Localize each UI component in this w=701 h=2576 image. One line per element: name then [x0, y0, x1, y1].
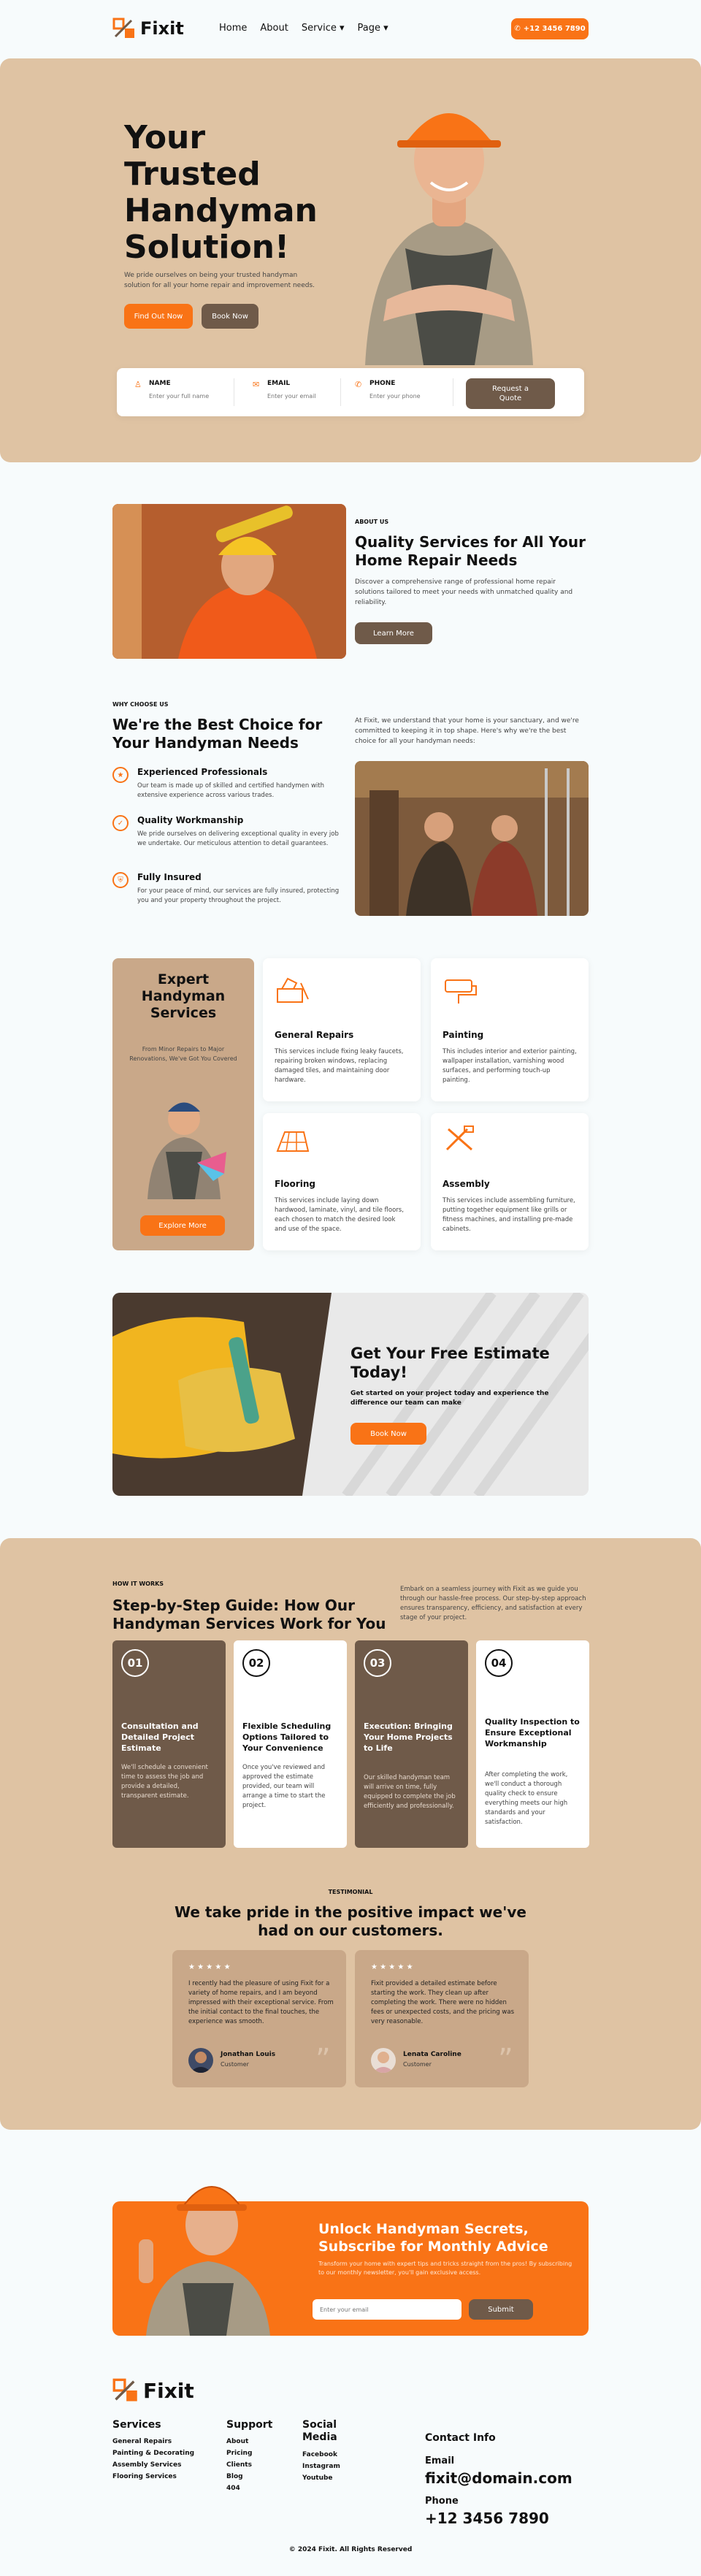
hero-title-line: Solution!	[124, 229, 290, 266]
service-card[interactable]	[263, 958, 421, 1101]
why-item	[112, 872, 346, 920]
service-card-title: General Repairs	[275, 1030, 354, 1040]
footer-link[interactable]: Youtube	[302, 2474, 333, 2482]
service-card[interactable]	[431, 1113, 589, 1250]
services-handyman-image	[140, 1082, 228, 1199]
user-icon: ♙	[134, 380, 142, 389]
footer-support	[226, 2419, 272, 2496]
hero-title-line: Your	[124, 119, 206, 156]
testimonial-card	[172, 1950, 346, 2087]
subscribe-description: Transform your home with expert tips and tricks straight from the pros! By subscribing to our monthly newsletter, you'll gain exclusive access.	[318, 2260, 572, 2276]
name-label: NAME	[149, 380, 171, 387]
why-item-title: Fully Insured	[137, 872, 202, 882]
name-field-group	[134, 380, 222, 401]
about-title: Quality Services for All Your Home Repair Needs	[355, 533, 586, 569]
flooring-icon	[275, 1125, 311, 1154]
testimonial-name: Lenata Caroline	[403, 2051, 461, 2058]
step-desc: We'll schedule a convenient time to assess the job and provide a detailed, transparent estimate.	[121, 1764, 208, 1800]
testimonial-eyebrow: TESTIMONIAL	[328, 1889, 373, 1895]
step-desc: Our skilled handyman team will arrive on time, fully equipped to complete the job efficiently and professionally.	[364, 1774, 456, 1810]
nav-service-label: Service	[301, 23, 337, 34]
footer-link[interactable]: Assembly Services	[112, 2461, 182, 2469]
service-card-title: Flooring	[275, 1179, 315, 1189]
repair-tools-icon	[275, 976, 311, 1005]
step-card	[112, 1640, 226, 1848]
mail-icon: ✉	[253, 380, 260, 389]
estimate-banner	[112, 1293, 589, 1496]
why-list	[112, 767, 346, 920]
about-eyebrow: ABOUT US	[355, 519, 389, 525]
explore-more-button[interactable]: Explore More	[140, 1215, 225, 1236]
step-card	[355, 1640, 468, 1848]
navbar	[0, 0, 701, 58]
phone-input[interactable]	[369, 393, 443, 400]
testimonial-text: Fixit provided a detailed estimate before starting the work. They clean up after completing the work. There were no hidden fees or unexpected costs, and the pricing was very reasonable.	[371, 1980, 514, 2025]
footer-link[interactable]: About	[226, 2438, 249, 2445]
how-title: Step-by-Step Guide: How Our Handyman Services Work for You	[112, 1597, 386, 1632]
rating-stars-icon: ★ ★ ★ ★ ★	[188, 1963, 231, 1971]
logo-icon	[112, 18, 136, 39]
footer-heading: Social Media	[302, 2419, 337, 2443]
footer-logo[interactable]	[112, 2378, 194, 2403]
testimonial-card	[355, 1950, 529, 2087]
footer-heading: Contact Info	[425, 2432, 496, 2444]
footer-link[interactable]: Facebook	[302, 2451, 337, 2458]
why-eyebrow: WHY CHOOSE US	[112, 701, 169, 708]
footer-services	[112, 2419, 194, 2485]
nav-page-label: Page	[357, 23, 381, 34]
email-field-group	[253, 380, 340, 401]
about-description: Discover a comprehensive range of professional home repair solutions tailored to meet your needs with unmatched quality and reliability.	[355, 578, 573, 606]
rating-stars-icon: ★ ★ ★ ★ ★	[371, 1963, 413, 1971]
services-panel	[112, 958, 254, 1250]
testimonial-name: Jonathan Louis	[221, 2051, 276, 2058]
phone-field-group	[355, 380, 443, 401]
subscribe-title: Unlock Handyman Secrets, Subscribe for Monthly Advice	[318, 2221, 548, 2255]
why-image	[355, 761, 589, 916]
footer-link[interactable]: Blog	[226, 2473, 243, 2480]
footer-logo-text: Fixit	[143, 2378, 194, 2403]
find-out-button[interactable]: Find Out Now	[124, 304, 193, 329]
step-title: Quality Inspection to Ensure Exceptional Workmanship	[485, 1717, 580, 1748]
estimate-description: Get started on your project today and experience the difference our team can make	[350, 1390, 549, 1407]
why-item-desc: For your peace of mind, our services are fully insured, protecting you and your property throughout the project.	[137, 887, 340, 904]
thumbs-up-icon: ✓	[112, 815, 129, 831]
contact-phone-label: Phone	[425, 2496, 459, 2507]
step-desc: After completing the work, we'll conduct a thorough quality check to ensure everything meets our high standards and your satisfaction.	[485, 1771, 568, 1826]
footer-link[interactable]: Painting & Decorating	[112, 2450, 195, 2457]
avatar	[371, 2048, 396, 2073]
name-input[interactable]	[149, 393, 222, 400]
step-number: 02	[242, 1649, 270, 1677]
logo-text: Fixit	[140, 18, 184, 39]
hero-title	[124, 120, 318, 266]
footer-contact	[425, 2432, 572, 2527]
step-number: 03	[364, 1649, 391, 1677]
nav-service[interactable]	[302, 23, 345, 34]
step-card	[234, 1640, 347, 1848]
footer-link[interactable]: General Repairs	[112, 2438, 172, 2445]
subscribe-email-input[interactable]	[313, 2299, 461, 2320]
why-title: We're the Best Choice for Your Handyman Needs	[112, 716, 323, 752]
shield-icon: ⛨	[112, 872, 129, 888]
nav-about[interactable]: About	[260, 23, 288, 34]
service-card-desc: This services include fixing leaky faucets, repairing broken windows, replacing damaged tiles, and maintaining door hardware.	[275, 1048, 404, 1084]
testimonial-role: Customer	[403, 2061, 432, 2068]
subscribe-submit-button[interactable]: Submit	[469, 2299, 533, 2320]
why-item	[112, 767, 346, 815]
step-card	[476, 1640, 589, 1848]
book-now-button[interactable]: Book Now	[202, 304, 258, 329]
wrench-hammer-icon	[443, 1125, 479, 1154]
medal-icon: ★	[112, 767, 129, 783]
contact-email[interactable]: fixit@domain.com	[425, 2469, 572, 2487]
hero-title-line: Handyman	[124, 192, 318, 229]
paint-roller-icon	[443, 976, 479, 1005]
why-item	[112, 815, 346, 872]
estimate-title: Get Your Free Estimate Today!	[350, 1345, 550, 1381]
phone-icon: ✆	[514, 25, 521, 33]
service-card-title: Painting	[443, 1030, 484, 1040]
why-item-title: Experienced Professionals	[137, 767, 268, 777]
hero-section	[0, 58, 701, 462]
footer-link[interactable]: Clients	[226, 2461, 252, 2469]
phone-number: +12 3456 7890	[523, 25, 586, 33]
step-number: 04	[485, 1649, 513, 1677]
phone-label: PHONE	[369, 380, 396, 387]
testimonial-title: We take pride in the positive impact we've had on our customers.	[175, 1903, 526, 1939]
why-item-desc: We pride ourselves on delivering exceptional quality in every job we undertake. Our meticulous attention to detail guarantees.	[137, 830, 339, 847]
how-eyebrow: HOW IT WORKS	[112, 1581, 164, 1587]
footer-heading: Services	[112, 2419, 161, 2431]
services-description: From Minor Repairs to Major Renovations, We've Got You Covered	[129, 1046, 237, 1062]
why-item-desc: Our team is made up of skilled and certified handymen with extensive experience across various trades.	[137, 782, 324, 799]
nav-home[interactable]: Home	[219, 23, 248, 34]
request-quote-button[interactable]: Request a Quote	[466, 378, 555, 409]
service-card[interactable]	[263, 1113, 421, 1250]
estimate-book-now-button[interactable]: Book Now	[350, 1423, 426, 1445]
how-description: Embark on a seamless journey with Fixit as we guide you through our hassle-free process. Our step-by-step approach ensures transparency, efficiency, and satisfaction at every stage of your project.	[400, 1586, 586, 1621]
step-desc: Once you've reviewed and approved the estimate provided, our team will arrange a time to start the project.	[242, 1764, 326, 1809]
hero-title-line: Trusted	[124, 156, 261, 193]
logo[interactable]	[112, 18, 184, 39]
why-description: At Fixit, we understand that your home is your sanctuary, and we're committed to keeping it in top shape. Here's why we're the best choice for all your handyman needs:	[355, 717, 579, 745]
subscribe-banner	[112, 2201, 589, 2336]
chevron-down-icon: ▾	[380, 23, 388, 34]
email-label: EMAIL	[267, 380, 291, 387]
step-title: Flexible Scheduling Options Tailored to Your Convenience	[242, 1721, 332, 1753]
service-card-desc: This services include laying down hardwood, laminate, vinyl, and tile floors, each chosen to match the desired look and use of the space.	[275, 1197, 404, 1233]
quote-icon: ”	[498, 2043, 513, 2076]
footer-link[interactable]: Pricing	[226, 2450, 253, 2457]
step-title: Execution: Bringing Your Home Projects to Life	[364, 1721, 453, 1753]
service-card[interactable]	[431, 958, 589, 1101]
chevron-down-icon: ▾	[336, 23, 345, 34]
testimonial-text: I recently had the pleasure of using Fixit for a variety of home repairs, and I am beyond impressed with their exceptional service. From the initial contact to the final touches, the experience was smooth.	[188, 1980, 334, 2025]
footer-social	[302, 2419, 368, 2486]
field-divider	[340, 378, 341, 406]
about-image	[112, 504, 346, 659]
footer-link[interactable]: 404	[226, 2485, 240, 2492]
service-card-title: Assembly	[443, 1179, 490, 1189]
quote-form	[117, 368, 584, 416]
learn-more-button[interactable]: Learn More	[355, 622, 432, 644]
copyright: © 2024 Fixit. All Rights Reserved	[288, 2546, 413, 2553]
step-title: Consultation and Detailed Project Estimate	[121, 1721, 199, 1753]
contact-email-label: Email	[425, 2455, 455, 2466]
phone-button[interactable]	[511, 18, 589, 39]
footer-link[interactable]: Instagram	[302, 2463, 340, 2470]
how-section	[0, 1538, 701, 2130]
nav-page[interactable]	[358, 23, 388, 34]
email-input[interactable]	[267, 393, 340, 400]
step-number: 01	[121, 1649, 149, 1677]
phone-icon: ✆	[355, 380, 362, 389]
hero-description: We pride ourselves on being your trusted handyman solution for all your home repair and improvement needs.	[124, 272, 315, 289]
why-item-title: Quality Workmanship	[137, 815, 244, 825]
subscribe-handyman-image	[131, 2159, 285, 2336]
contact-phone[interactable]: +12 3456 7890	[425, 2510, 549, 2527]
service-card-desc: This services include assembling furniture, putting together equipment like grills or fitness machines, and installing pre-made cabinets.	[443, 1197, 575, 1233]
testimonial-role: Customer	[221, 2061, 249, 2068]
quote-icon: ”	[315, 2043, 331, 2076]
service-card-desc: This includes interior and exterior painting, wallpaper installation, varnishing wood surfaces, and performing touch-up painting.	[443, 1048, 577, 1084]
logo-icon	[112, 2378, 139, 2403]
avatar	[188, 2048, 213, 2073]
hero-handyman-image	[343, 80, 555, 365]
footer-heading: Support	[226, 2419, 273, 2431]
services-title: Expert Handyman Services	[141, 971, 226, 1021]
footer-link[interactable]: Flooring Services	[112, 2473, 177, 2480]
